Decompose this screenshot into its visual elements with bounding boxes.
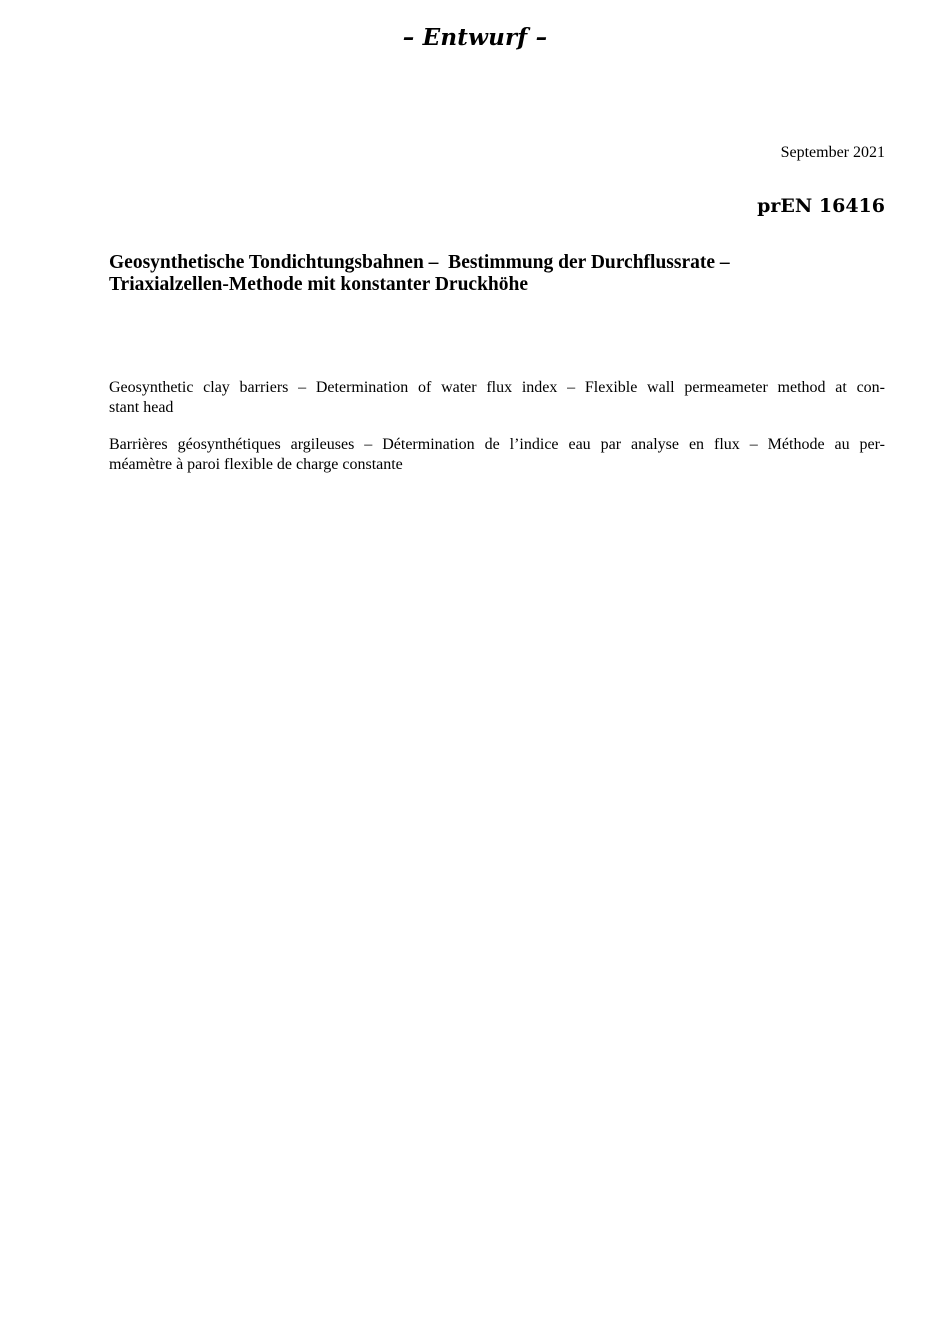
- title-english-line-2: stant head: [109, 399, 174, 416]
- title-german-line-2: Triaxialzellen-Methode mit konstanter Druckhöhe: [109, 274, 529, 295]
- title-english: [109, 378, 885, 418]
- title-french-line-1: Barrières géosynthétiques argileuses – Détermination de l’indice eau par analyse en flux – Méthode au per-: [109, 436, 885, 453]
- title-english-line-1: Geosynthetic clay barriers – Determination of water flux index – Flexible wall permeameter method at con-: [109, 379, 885, 396]
- document-date: September 2021: [780, 144, 885, 161]
- draft-watermark: – Entwurf –: [402, 24, 548, 51]
- title-french-line-2: méamètre à paroi flexible de charge constante: [109, 456, 403, 473]
- document-number: prEN 16416: [757, 195, 885, 217]
- title-french: [109, 435, 885, 475]
- title-german-line-1: Geosynthetische Tondichtungsbahnen – Bestimmung der Durchflussrate –: [109, 252, 730, 273]
- title-german: [109, 252, 809, 296]
